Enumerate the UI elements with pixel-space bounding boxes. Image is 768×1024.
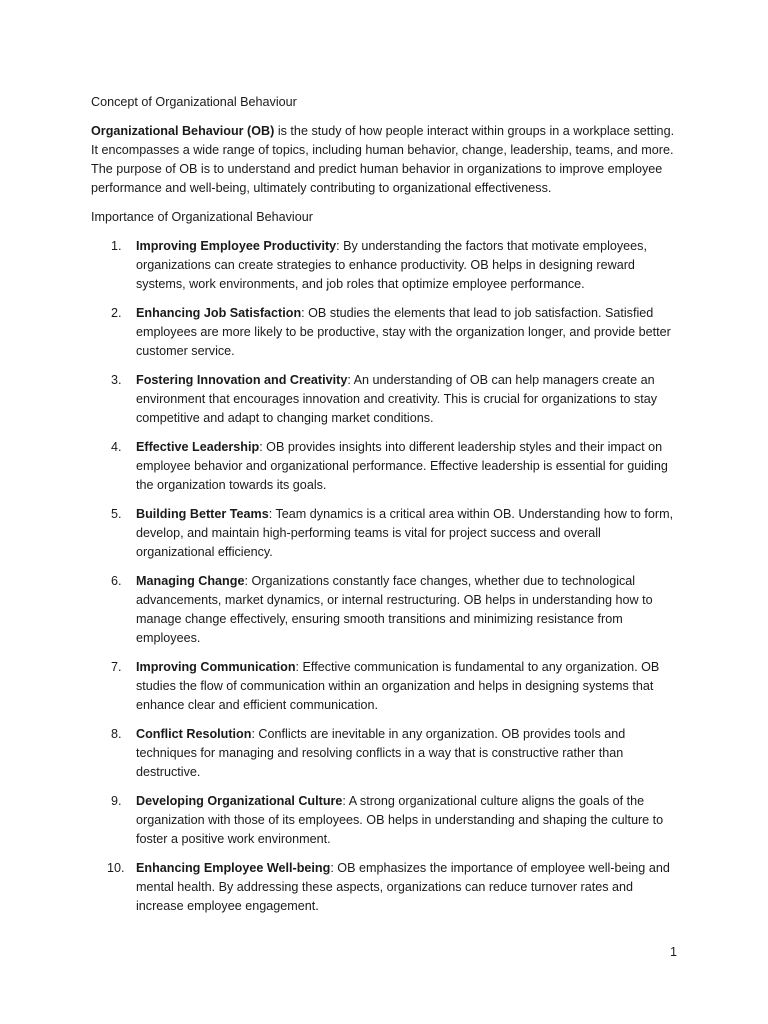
list-item-text: : Organizations constantly face changes, whether due to technological advancements, market dynamics, or internal restructuring. OB helps in understanding how to manage change effectively, ensuring smooth transitions and minimizing resistance from employees. <box>136 574 653 645</box>
list-item <box>91 725 681 782</box>
list-item-number: 1. <box>111 239 122 253</box>
list-item <box>91 658 681 715</box>
list-item-title: Managing Change <box>136 574 245 588</box>
list-item-number: 3. <box>111 373 122 387</box>
list-item-number: 5. <box>111 507 122 521</box>
list-item-text: : A strong organizational culture aligns the goals of the organization with those of its employees. OB helps in understanding and shaping the culture to foster a positive work environment. <box>136 794 664 846</box>
list-item-number: 6. <box>111 574 122 588</box>
list-item-title: Conflict Resolution <box>136 727 252 741</box>
list-item-number: 2. <box>111 306 122 320</box>
list-item <box>91 371 681 428</box>
intro-text: is the study of how people interact within groups in a workplace setting. It encompasses a wide range of topics, including human behavior, change, leadership, teams, and more. The purpose of OB is to understand and predict human behavior in organizations to improve employee performance and well-being, ultimately contributing to organizational effectiveness. <box>91 124 675 195</box>
intro-paragraph <box>91 122 681 198</box>
intro-term: Organizational Behaviour (OB) <box>91 124 275 138</box>
list-item-title: Enhancing Employee Well-being <box>136 861 331 875</box>
list-item-number: 8. <box>111 727 122 741</box>
list-item-title: Effective Leadership <box>136 440 260 454</box>
list-item <box>91 792 681 849</box>
concept-heading: Concept of Organizational Behaviour <box>91 95 297 109</box>
list-item-title: Developing Organizational Culture <box>136 794 343 808</box>
document-body <box>91 93 681 926</box>
list-item-text: : OB studies the elements that lead to job satisfaction. Satisfied employees are more likely to be productive, stay with the organization longer, and provide better customer service. <box>136 306 671 358</box>
list-item-title: Improving Communication <box>136 660 296 674</box>
list-item <box>91 505 681 562</box>
list-item-text: : By understanding the factors that motivate employees, organizations can create strategies to enhance productivity. OB helps in designing reward systems, work environments, and job roles that optimize employee performance. <box>136 239 647 291</box>
list-item-number: 4. <box>111 440 122 454</box>
list-item-number: 10. <box>107 861 125 875</box>
list-item <box>91 304 681 361</box>
importance-list <box>91 237 681 916</box>
importance-heading: Importance of Organizational Behaviour <box>91 210 313 224</box>
list-item-text: : An understanding of OB can help managers create an environment that encourages innovation and creativity. This is crucial for organizations to stay competitive and adapt to changing market conditions. <box>136 373 658 425</box>
list-item <box>91 859 681 916</box>
page-number: 1 <box>670 945 678 959</box>
list-item-title: Improving Employee Productivity <box>136 239 337 253</box>
list-item <box>91 237 681 294</box>
list-item-title: Fostering Innovation and Creativity <box>136 373 348 387</box>
list-item-text: : OB emphasizes the importance of employee well-being and mental health. By addressing these aspects, organizations can reduce turnover rates and increase employee engagement. <box>136 861 670 913</box>
list-item-text: : Effective communication is fundamental to any organization. OB studies the flow of communication within an organization and helps in designing systems that enhance clear and efficient communication. <box>136 660 660 712</box>
list-item-text: : Team dynamics is a critical area within OB. Understanding how to form, develop, and maintain high-performing teams is vital for project success and overall organizational efficiency. <box>136 507 674 559</box>
list-item-text: : Conflicts are inevitable in any organization. OB provides tools and techniques for managing and resolving conflicts in a way that is constructive rather than destructive. <box>136 727 626 779</box>
list-item-number: 9. <box>111 794 122 808</box>
list-item-number: 7. <box>111 660 122 674</box>
list-item-title: Building Better Teams <box>136 507 269 521</box>
list-item <box>91 438 681 495</box>
list-item-title: Enhancing Job Satisfaction <box>136 306 302 320</box>
list-item-text: : OB provides insights into different leadership styles and their impact on employee behavior and organizational performance. Effective leadership is essential for guiding the organization towards its goals. <box>136 440 668 492</box>
list-item <box>91 572 681 648</box>
